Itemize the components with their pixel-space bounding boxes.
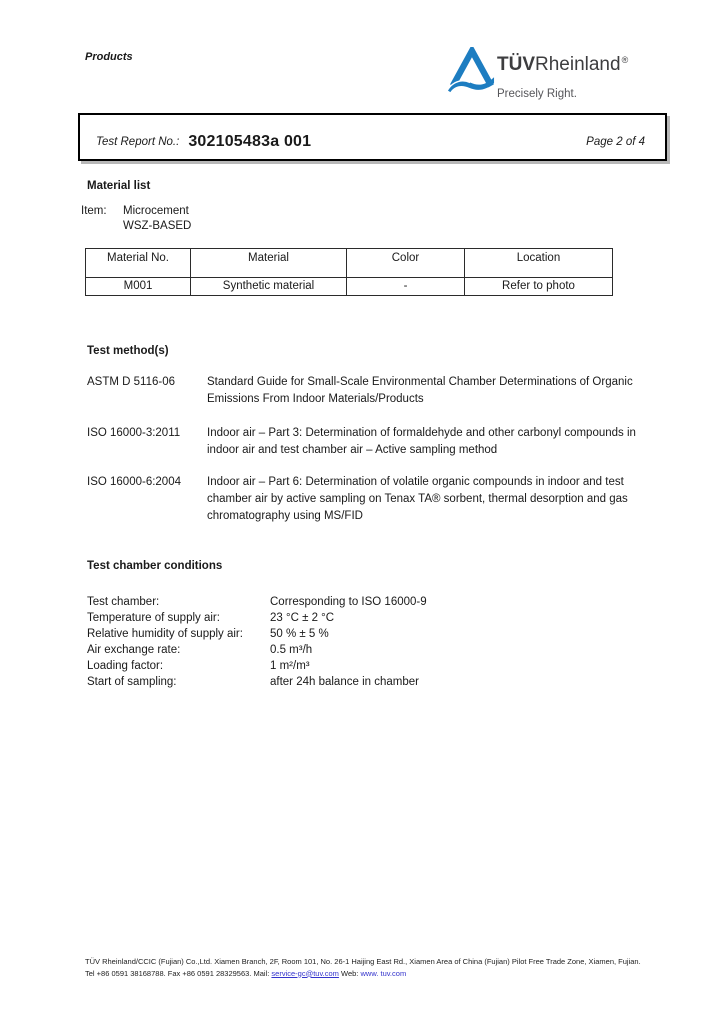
material-table-header-row [86,249,613,278]
item-line-1: Microcement [123,205,189,217]
cell-material: Synthetic material [191,278,347,296]
material-table [85,248,613,296]
condition-label: Temperature of supply air: [87,612,220,624]
cell-color: - [347,278,465,296]
footer-web-label: Web: [341,968,359,978]
condition-label: Air exchange rate: [87,644,181,656]
test-method-astm [87,374,663,408]
condition-row-sampling-start [87,674,427,690]
table-row [86,278,613,296]
condition-row-loading-factor [87,658,427,674]
document-category-label: Products [85,51,133,63]
test-method-iso-16000-3 [87,425,663,459]
footer-web-link[interactable]: www. tuv.com [360,968,407,978]
report-number-label: Test Report No.: [96,135,180,148]
condition-value: 23 °C ± 2 °C [270,612,335,624]
condition-value: 1 m²/m³ [270,660,310,672]
footer-tel-fax-mail: Tel +86 0591 38168788. Fax +86 0591 28329563. Mail: [85,968,270,978]
condition-row-air-exchange [87,642,427,658]
report-number-value: 302105483a 001 [188,132,312,150]
condition-row-humidity [87,626,427,642]
method-description: Indoor air – Part 3: Determination of formaldehyde and other carbonyl compounds in indoor air and test chamber air – Active sampling method [207,427,636,456]
brand-name-rest: Rheinland [535,54,621,75]
page-indicator: Page 2 of 4 [586,135,645,148]
condition-value: after 24h balance in chamber [270,676,419,688]
test-methods-heading: Test method(s) [87,345,169,357]
chamber-conditions-list [87,594,427,690]
item-value [123,204,191,233]
item-row [81,204,191,233]
registered-trademark-icon: ® [621,55,629,65]
item-line-2: WSZ-BASED [123,219,192,232]
method-description: Indoor air – Part 6: Determination of volatile organic compounds in indoor and test chamber air by active sampling on Tenax TA® sorbent, thermal desorption and gas chromatography using MS/FID [207,476,628,522]
footer-address: TÜV Rheinland/CCIC (Fujian) Co.,Ltd. Xiamen Branch, 2F, Room 101, No. 26-1 Haijing East Rd., Xiamen Area of China (Fujian) Pilot Free Trade Zone, Xiamen, Fujian. [85,957,641,966]
item-label: Item: [81,205,107,217]
condition-label: Start of sampling: [87,676,177,688]
cell-location: Refer to photo [465,278,613,296]
report-number-bar [78,113,667,161]
chamber-conditions-heading: Test chamber conditions [87,560,223,572]
condition-value: 0.5 m³/h [270,644,313,656]
method-code: ISO 16000-3:2011 [87,427,181,439]
condition-row-temperature [87,610,427,626]
condition-label: Loading factor: [87,660,164,672]
brand-tagline: Precisely Right. [497,88,577,100]
test-method-iso-16000-6 [87,474,663,525]
condition-label: Test chamber: [87,596,160,608]
footer-email-link[interactable]: service-gc@tuv.com [271,968,339,978]
condition-value: Corresponding to ISO 16000-9 [270,596,427,608]
material-list-heading: Material list [87,180,151,192]
condition-row-test-chamber [87,594,427,610]
method-description: Standard Guide for Small-Scale Environmental Chamber Determinations of Organic Emissions From Indoor Materials/Products [207,376,633,405]
method-code: ASTM D 5116-06 [87,376,175,388]
col-header-material-no: Material No. [86,249,191,278]
cell-material-no: M001 [86,278,191,296]
col-header-color: Color [347,249,465,278]
page-footer [85,956,641,979]
footer-contact-line [85,968,641,980]
condition-value: 50 % ± 5 % [270,628,329,640]
brand-name [497,49,628,76]
col-header-material: Material [191,249,347,278]
tuv-rheinland-logo [449,46,659,106]
condition-label: Relative humidity of supply air: [87,628,243,640]
tuv-brand-text [497,49,628,101]
col-header-location: Location [465,249,613,278]
brand-name-bold: TÜV [497,54,535,75]
method-code: ISO 16000-6:2004 [87,476,181,488]
tuv-triangle-icon [447,47,495,93]
